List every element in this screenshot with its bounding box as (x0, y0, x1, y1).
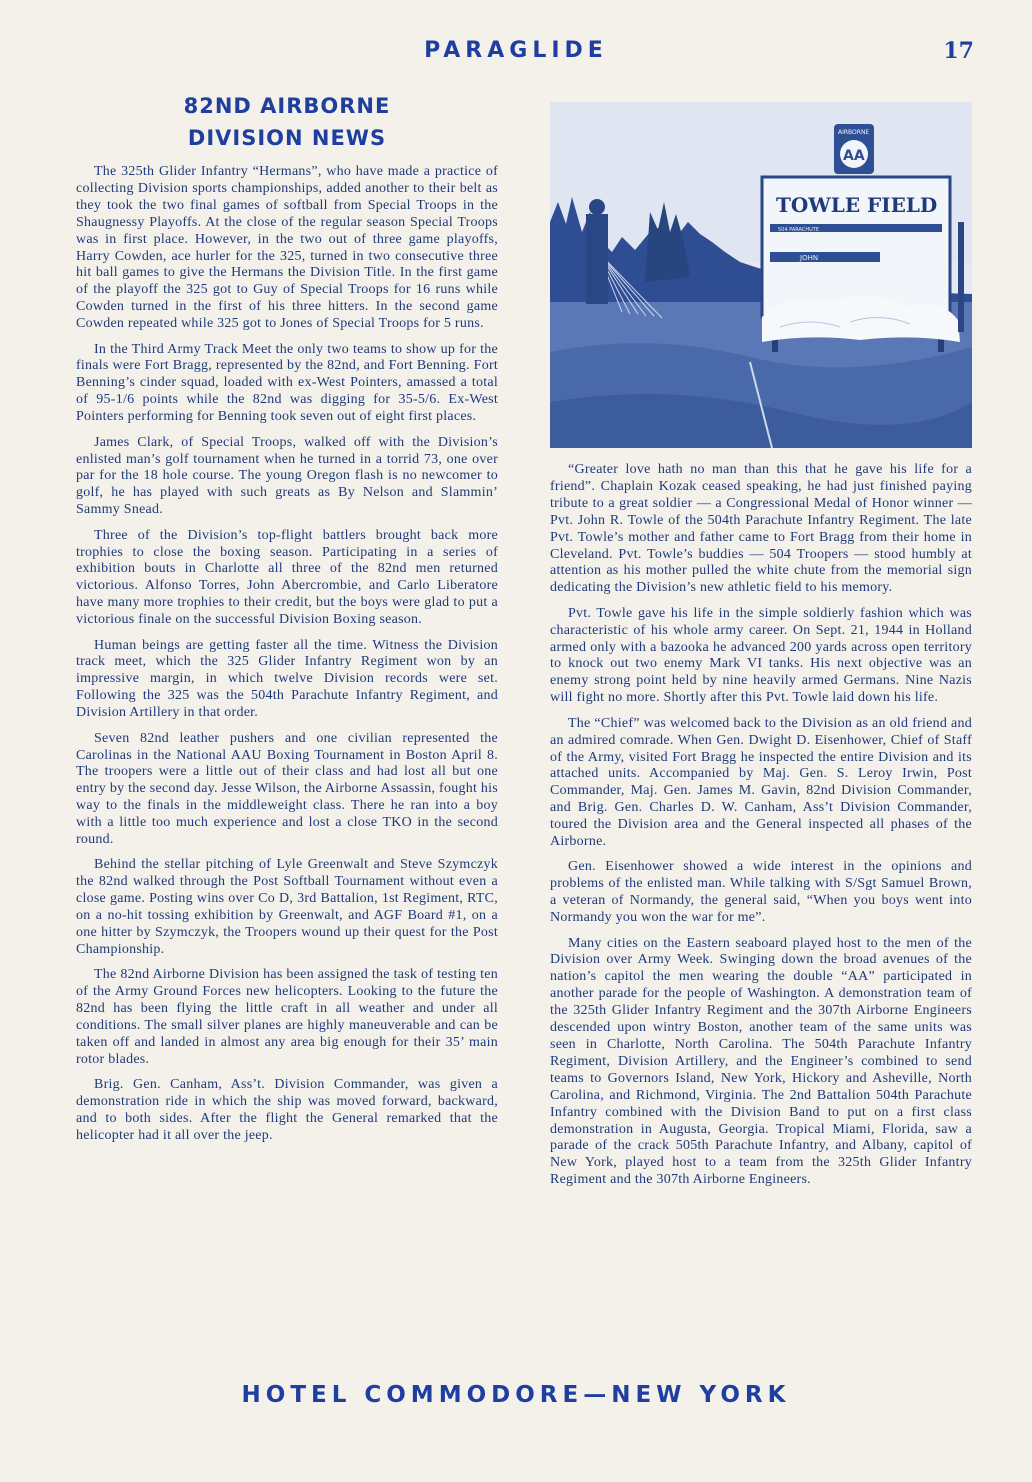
paragraph: Three of the Division’s top-flight battlers brought back more trophies to close the boxing season. Participating in a series of exhibition bouts in Charlotte all three of the 82nd men returned victorious. Alfonso Torres, John Abercrombie, and Carlo Liberatore have many more trophies to their credit, but the boys were glad to put a victorious finale on the successful Division Boxing season. (76, 527, 498, 628)
sign-unit-text: 504 PARACHUTE (778, 227, 819, 233)
paragraph: “Greater love hath no man than this that he gave his life for a friend”. Chaplain Kozak ceased speaking, he had just finished paying tribute to a great soldier — a Congressional Medal of Honor winner — Pvt. John R. Towle of the 504th Parachute Infantry Regiment. The late Pvt. Towle’s mother and father came to Fort Bragg from their home in Cleveland. Pvt. Towle’s buddies — 504 Troopers — stood humbly at attention as his mother pulled the white chute from the memorial sign dedicating the Division’s new athletic field to his memory. (550, 462, 972, 596)
badge-letters-text: AA (843, 148, 865, 164)
headline-line-2: DIVISION NEWS (187, 126, 387, 150)
paragraph: The 325th Glider Infantry “Hermans”, who have made a practice of collecting Division sports championships, added another to their belt as they took the two final games of softball from Special Troops in the Shaugnessy Playoffs. At the close of the regular season Special Troops was in first place. However, in the two out of three game playoffs, Harry Cowden, ace hurler for the 325, turned in two consecutive three hit ball games to give the Hermans the Division Title. In the first game of the playoff the 325 got to Guy of Special Troops for 16 runs while Cowden turned in the first of his three hitters. In the second game Cowden repeated while 325 got to Jones of Special Troops for 5 runs. (76, 164, 498, 332)
article-headline (76, 90, 498, 154)
paragraph: In the Third Army Track Meet the only two teams to show up for the finals were Fort Bragg, represented by the 82nd, and Fort Benning. Fort Benning’s cinder squad, loaded with ex-West Pointers, amassed a total of 95-1/6 points while the 82nd was digging for 35-5/6. Ex-West Pointers performing for Benning took seven out of eight first places. (76, 341, 498, 425)
paragraph: The 82nd Airborne Division has been assigned the task of testing ten of the Army Ground Forces new helicopters. Looking to the future the 82nd has been flying the little craft in all weather and under all conditions. The small silver planes are highly maneuverable and can be taken off and landed in almost any area big enough for their 35’ main rotor blades. (76, 967, 498, 1067)
towle-field-photo (550, 102, 972, 448)
paragraph: Brig. Gen. Canham, Ass’t. Division Commander, was given a demonstration ride in which the ship was moved forward, backward, and to both sides. After the flight the General remarked that the helicopter had it all over the jeep. (76, 1077, 498, 1144)
paragraph: Human beings are getting faster all the time. Witness the Division track meet, which the 325 Glider Infantry Regiment won by an impressive margin, in which twelve Division records were set. Following the 325 was the 504th Parachute Infantry Regiment, and Division Artillery in that order. (76, 637, 498, 721)
headline-line-1: 82ND AIRBORNE (183, 94, 391, 118)
paragraph: Pvt. Towle gave his life in the simple soldierly fashion which was characteristic of his whole army career. On Sept. 21, 1944 in Holland armed only with a bazooka he advanced 200 yards across open territory to knock out two enemy Mark VI tanks. His next objective was an enemy strong point held by nine heavily armed Germans. Nine Nazis will fight no more. Shortly after this Pvt. Towle laid down his life. (550, 605, 972, 706)
paragraph: Gen. Eisenhower showed a wide interest in the opinions and problems of the enlisted man. While talking with S/Sgt Samuel Brown, a veteran of Normandy, the general said, “When you boys went into Normandy you won the war for me”. (550, 859, 972, 926)
badge-top-text: AIRBORNE (838, 129, 870, 136)
paragraph: Many cities on the Eastern seaboard played host to the men of the Division over Army Week. Swinging down the broad avenues of the nation’s capitol the men wearing the double “AA” participated in another parade for the people of Washington. A demonstration team of the 325th Glider Infantry Regiment and the 307th Airborne Engineers descended upon wintry Boston, another team of the same units was seen in Charlotte, North Carolina. The 504th Parachute Infantry Regiment, Division Artillery, and the Engineer’s combined to send teams to Governors Island, New York, Hickory and Asheville, North Carolina, and Richmond, Virginia. The 2nd Battalion 504th Parachute Infantry combined with the Division Band to put on a first class demonstration in Augusta, Georgia. Tropical Miami, Florida, saw a parade of the crack 505th Parachute Infantry, and Albany, capitol of New York, played host to a team from the 325th Glider Infantry Regiment and the 307th Airborne Engineers. (550, 935, 972, 1188)
sign-name-text: JOHN (800, 254, 819, 262)
paragraph: James Clark, of Special Troops, walked off with the Division’s enlisted man’s golf tournament when he turned in a torrid 73, one over par for the 18 hole course. The young Oregon flash is no newcomer to golf, he has played with such greats as By Nelson and Slammin’ Sammy Snead. (76, 434, 498, 518)
paragraph: Behind the stellar pitching of Lyle Greenwalt and Steve Szymczyk the 82nd walked through the Post Softball Tournament without even a close game. Posting wins over Co D, 3rd Battalion, 1st Regiment, RTC, on a no-hit tossing exhibition by Greenwalt, and AGF Board #1, on a one hitter by Szymczyk, the Troopers wound up their quest for the Post Championship. (76, 857, 498, 957)
right-column (550, 102, 972, 1198)
page-number: 17 (943, 38, 974, 64)
paragraph: The “Chief” was welcomed back to the Division as an old friend and an admired comrade. When Gen. Dwight D. Eisenhower, Chief of Staff of the Army, visited Fort Bragg he inspected the entire Division and its attached units. Accompanied by Maj. Gen. S. Leroy Irwin, Post Commander, Maj. Gen. James M. Gavin, 82nd Division Commander, and Brig. Gen. Charles D. W. Canham, Ass’t Division Commander, toured the Division area and the General inspected all phases of the Airborne. (550, 715, 972, 850)
running-head: PARAGLIDE (424, 38, 608, 63)
sign-title-text: TOWLE FIELD (776, 193, 938, 217)
left-column (76, 90, 498, 1153)
footer-advert: HOTEL COMMODORE—NEW YORK (241, 1382, 791, 1408)
paragraph: Seven 82nd leather pushers and one civilian represented the Carolinas in the National AAU Boxing Tournament in Boston April 8. The troopers were a little out of their class and had lost all but one entry by the second day. Jesse Wilson, the Airborne Assassin, fought his way to the finals in the middleweight class. There he ran into a boy with a little too much experience and lost a close TKO in the second round. (76, 730, 498, 848)
